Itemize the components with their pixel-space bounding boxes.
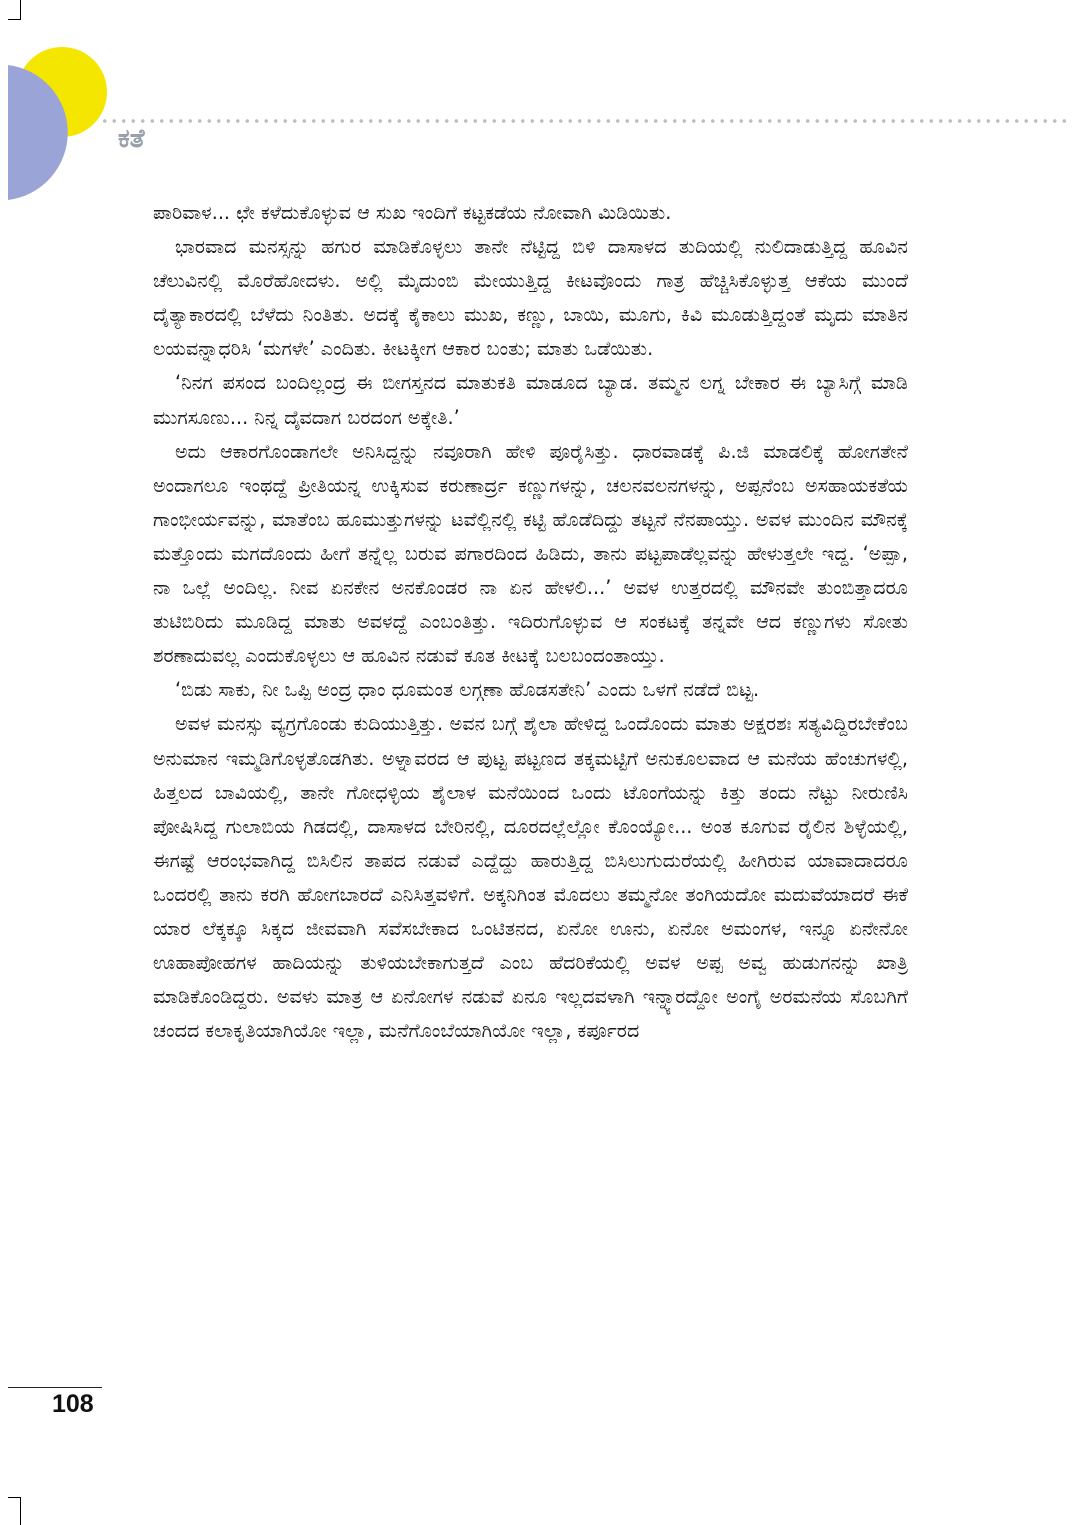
dotted-rule bbox=[100, 118, 1072, 124]
paragraph: ಪಾರಿವಾಳ... ಛೇ ಕಳೆದುಕೊಳ್ಳುವ ಆ ಸುಖ ಇಂದಿಗೆ ಕಟ್ಟಕಡೆಯ ನೋವಾಗಿ ಮಿಡಿಯಿತು. bbox=[153, 201, 672, 224]
decorative-circles bbox=[0, 0, 200, 220]
paragraph: ಅವಳ ಮನಸ್ಸು ವ್ಯಗ್ರಗೊಂಡು ಕುದಿಯುತ್ತಿತ್ತು. ಅವನ ಬಗ್ಗೆ ಶೈಲಾ ಹೇಳಿದ್ದ ಒಂದೊಂದು ಮಾತು ಅಕ್ಷರಶಃ ಸತ್ಯವಿದ್ದಿರಬೇಕೆಂಬ ಅನುಮಾನ ಇಮ್ಮಡಿಗೊಳ್ಳತೊಡಗಿತು. ಅಳ್ನಾವರದ ಆ ಪುಟ್ಟ ಪಟ್ಟಣದ ತಕ್ಕಮಟ್ಟಿಗೆ ಅನುಕೂಲವಾದ ಆ ಮನೆಯ ಹೆಂಚುಗಳಲ್ಲಿ, ಹಿತ್ತಲದ ಬಾವಿಯಲ್ಲಿ, ತಾನೇ ಗೋಧಳ್ಳಿಯ ಶೈಲಾಳ ಮನೆಯಿಂದ ಒಂದು ಟೊಂಗೆಯನ್ನು ಕಿತ್ತು ತಂದು ನೆಟ್ಟು ನೀರುಣಿಸಿ ಪೋಷಿಸಿದ್ದ ಗುಲಾಬಿಯ ಗಿಡದಲ್ಲಿ, ದಾಸಾಳದ ಬೇರಿನಲ್ಲಿ, ದೂರದಲ್ಲೆಲ್ಲೋ ಕೊಂಯ್ಯೋ... ಅಂತ ಕೂಗುವ ರೈಲಿನ ಶಿಳ್ಳೆಯಲ್ಲಿ, ಈಗಷ್ಟೆ ಆರಂಭವಾಗಿದ್ದ ಬಿಸಿಲಿನ ತಾಪದ ನಡುವೆ ಎದ್ದೆದ್ದು ಹಾರುತ್ತಿದ್ದ ಬಿಸಿಲುಗುದುರೆಯಲ್ಲಿ ಹೀಗಿರುವ ಯಾವಾದಾದರೂ ಒಂದರಲ್ಲಿ ತಾನು ಕರಗಿ ಹೋಗಬಾರದೆ ಎನಿಸಿತ್ತವಳಿಗೆ. ಅಕ್ಕನಿಗಿಂತ ಮೊದಲು ತಮ್ಮನೋ ತಂಗಿಯದೋ ಮದುವೆಯಾದರೆ ಈಕೆ ಯಾರ ಲೆಕ್ಕಕ್ಕೂ ಸಿಕ್ಕದ ಜೀವವಾಗಿ ಸವೆಸಬೇಕಾದ ಒಂಟಿತನದ, ಏನೋ ಊನು, ಏನೋ ಅಮಂಗಳ, ಇನ್ನೂ ಏನೇನೋ ಊಹಾಪೋಹಗಳ ಹಾದಿಯನ್ನು ತುಳಿಯಬೇಕಾಗುತ್ತದೆ ಎಂಬ ಹೆದರಿಕೆಯಲ್ಲಿ ಅವಳ ಅಪ್ಪ ಅವ್ವ ಹುಡುಗನನ್ನು ಖಾತ್ರಿ ಮಾಡಿಕೊಂಡಿದ್ದರು. ಅವಳು ಮಾತ್ರ ಆ ಏನೋಗಳ ನಡುವೆ ಏನೂ ಇಲ್ಲದವಳಾಗಿ ಇನ್ನ್ಯಾರದ್ದೋ ಅಂಗೈ ಅರಮನೆಯ ಸೊಬಗಿಗೆ ಚಂದದ ಕಲಾಕೃತಿಯಾಗಿಯೋ ಇಲ್ಲಾ, ಮನೆಗೊಂಬೆಯಾಗಿಯೋ ಇಲ್ಲಾ, ಕರ್ಪೂರದ bbox=[153, 712, 908, 1043]
section-label: ಕತೆ bbox=[118, 124, 145, 154]
crop-mark-bottom bbox=[20, 1497, 21, 1525]
paragraph: ಭಾರವಾದ ಮನಸ್ಸನ್ನು ಹಗುರ ಮಾಡಿಕೊಳ್ಳಲು ತಾನೇ ನೆಟ್ಟಿದ್ದ ಬಿಳಿ ದಾಸಾಳದ ತುದಿಯಲ್ಲಿ ನುಲಿದಾಡುತ್ತಿದ್ದ ಹೂವಿನ ಚೆಲುವಿನಲ್ಲಿ ಮೊರೆಹೋದಳು. ಅಲ್ಲಿ ಮೈದುಂಬಿ ಮೇಯುತ್ತಿದ್ದ ಕೀಟವೊಂದು ಗಾತ್ರ ಹೆಚ್ಚಿಸಿಕೊಳ್ಳುತ್ತ ಆಕೆಯ ಮುಂದೆ ದೈತ್ಯಾಕಾರದಲ್ಲಿ ಬೆಳೆದು ನಿಂತಿತು. ಅದಕ್ಕೆ ಕೈಕಾಲು ಮುಖ, ಕಣ್ಣು, ಬಾಯಿ, ಮೂಗು, ಕಿವಿ ಮೂಡುತ್ತಿದ್ದಂತೆ ಮೃದು ಮಾತಿನ ಲಯವನ್ನಾಧರಿಸಿ ‘ಮಗಳೇ’ ಎಂದಿತು. ಕೀಟಕ್ಕೀಗ ಆಕಾರ ಬಂತು; ಮಾತು ಒಡೆಯಿತು. bbox=[153, 235, 908, 361]
paragraph: ‘ನಿನಗ ಪಸಂದ ಬಂದಿಲ್ಲಂದ್ರ ಈ ಬೀಗಸ್ತನದ ಮಾತುಕತಿ ಮಾಡೂದ ಬ್ಯಾಡ. ತಮ್ಮನ ಲಗ್ನ ಬೇಕಾರ ಈ ಬ್ಯಾಸಿಗ್ಗೆ ಮಾಡಿ ಮುಗಸೂಣು... ನಿನ್ನ ದೈವದಾಗ ಬರದಂಗ ಅಕ್ಕೇತಿ.’ bbox=[153, 371, 908, 429]
folio-rule bbox=[8, 1387, 102, 1388]
crop-mark-bottom-h bbox=[8, 1497, 21, 1498]
story-body bbox=[153, 196, 908, 1048]
paragraph: ‘ಬಿಡು ಸಾಕು, ನೀ ಒಪ್ಪಿ ಅಂದ್ರ ಧಾಂ ಧೂಮಂತ ಲಗ್ಗಣಾ ಹೊಡಸತೇನಿ’ ಎಂದು ಒಳಗೆ ನಡೆದೆ ಬಿಟ್ಟ. bbox=[175, 678, 760, 702]
paragraph: ಅದು ಆಕಾರಗೊಂಡಾಗಲೇ ಅನಿಸಿದ್ದನ್ನು ನವೂರಾಗಿ ಹೇಳಿ ಪೂರೈಸಿತ್ತು. ಧಾರವಾಡಕ್ಕೆ ಪಿ.ಜಿ ಮಾಡಲಿಕ್ಕೆ ಹೋಗತೇನೆ ಅಂದಾಗಲೂ ಇಂಥದ್ದೆ ಪ್ರೀತಿಯನ್ನ ಉಕ್ಕಿಸುವ ಕರುಣಾರ್ದ್ರ ಕಣ್ಣುಗಳನ್ನು, ಚಲನವಲನಗಳನ್ನು, ಅಪ್ಪನೆಂಬ ಅಸಹಾಯಕತೆಯ ಗಾಂಭೀರ್ಯವನ್ನು, ಮಾತೆಂಬ ಹೂಮುತ್ತುಗಳನ್ನು ಟವೆಲ್ಲಿನಲ್ಲಿ ಕಟ್ಟಿ ಹೊಡೆದಿದ್ದು ತಟ್ಟನೆ ನೆನಪಾಯ್ತು. ಅವಳ ಮುಂದಿನ ಮೌನಕ್ಕೆ ಮತ್ತೊಂದು ಮಗದೊಂದು ಹೀಗೆ ತನ್ನೆಲ್ಲ ಬರುವ ಪಗಾರದಿಂದ ಹಿಡಿದು, ತಾನು ಪಟ್ಟಪಾಡೆಲ್ಲವನ್ನು ಹೇಳುತ್ತಲೇ ಇದ್ದ. ‘ಅಪ್ಪಾ, ನಾ ಒಲ್ಲೆ ಅಂದಿಲ್ಲ. ನೀವ ಏನಕೇನ ಅನಕೊಂಡರ ನಾ ಏನ ಹೇಳಲಿ...’ ಅವಳ ಉತ್ತರದಲ್ಲಿ ಮೌನವೇ ತುಂಬಿತ್ತಾದರೂ ತುಟಿಬಿರಿದು ಮೂಡಿದ್ದ ಮಾತು ಅವಳದ್ದೆ ಎಂಬಂತಿತ್ತು. ಇದಿರುಗೊಳ್ಳುವ ಆ ಸಂಕಟಕ್ಕೆ ತನ್ನವೇ ಆದ ಕಣ್ಣುಗಳು ಸೋತು ಶರಣಾದುವಲ್ಲ ಎಂದುಕೊಳ್ಳಲು ಆ ಹೂವಿನ ನಡುವೆ ಕೂತ ಕೀಟಕ್ಕೆ ಬಲಬಂದಂತಾಯ್ತು. bbox=[153, 439, 908, 668]
page-number: 108 bbox=[52, 1390, 94, 1418]
